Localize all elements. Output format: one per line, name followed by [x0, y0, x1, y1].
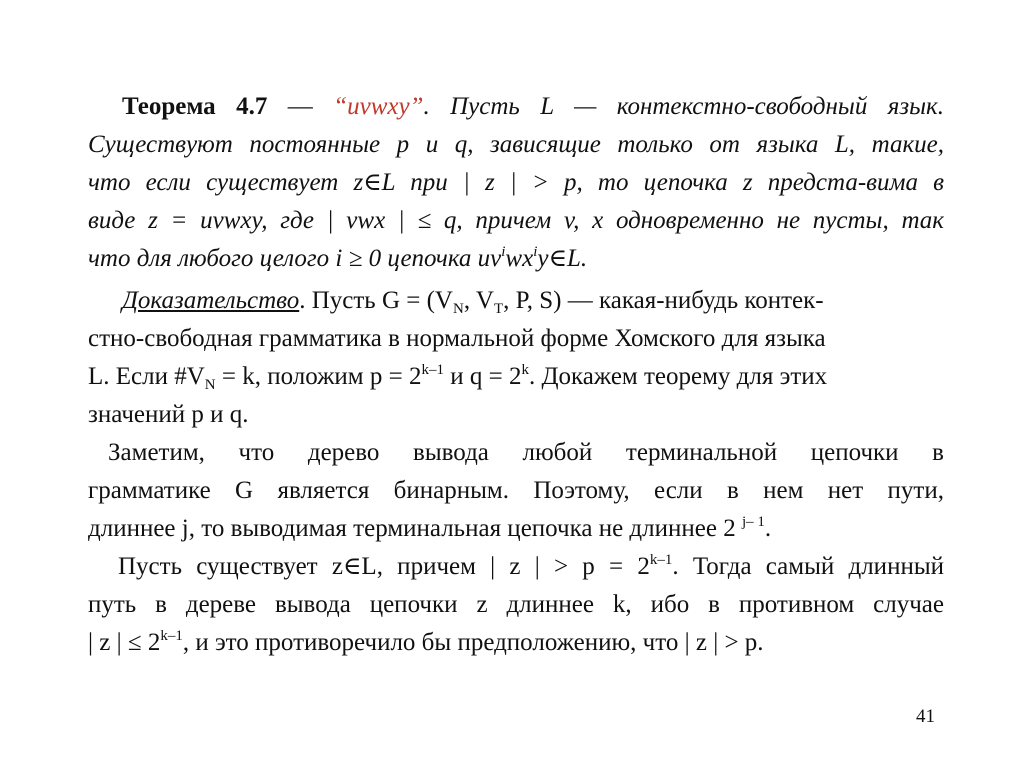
- superscript: i: [501, 244, 506, 260]
- superscript: k–1: [160, 628, 183, 644]
- para3-line-3-part: , и это противоречило бы предположению, что | z | > p.: [182, 629, 764, 656]
- para3-line-2: путь в дереве вывода цепочки z длиннее k, ибо в противном случае: [88, 591, 944, 618]
- theorem-line-5-part: wx: [505, 245, 534, 272]
- proof-line-1: [88, 282, 944, 320]
- para3-line-3: [88, 624, 944, 662]
- theorem-line-4: виде z = uvwxy, где | vwx | ≤ q, причем v, x одновременно не пусты, так: [88, 207, 944, 234]
- proof-line-3: [88, 358, 944, 396]
- proof-line-1-part: , P, S) — какая-нибудь контек-: [503, 287, 824, 314]
- theorem-dash: —: [287, 93, 313, 120]
- proof-line-1-part: , V: [463, 287, 494, 314]
- superscript: i: [533, 244, 538, 260]
- proof-line-2: стно-свободная грамматика в нормальной форме Хомского для языка: [88, 325, 826, 352]
- theorem-line-1: [88, 88, 944, 126]
- theorem-text: . Пусть L — контекстно-свободный язык.: [423, 93, 944, 120]
- proof-label: Доказательство: [122, 287, 300, 314]
- para3-line-1: [88, 548, 944, 586]
- proof-line-3-part: L. Если #V: [88, 363, 205, 390]
- superscript: j– 1: [741, 514, 765, 530]
- theorem-name: “uvwxy”: [333, 93, 424, 120]
- para2-line-3: [88, 510, 944, 548]
- theorem-line-5-part: y∈L.: [537, 245, 588, 272]
- subscript: T: [493, 301, 504, 317]
- theorem-line-2: Существуют постоянные p и q, зависящие только от языка L, такие,: [88, 131, 944, 158]
- slide-content: [88, 88, 944, 662]
- para2-line-3-part: длиннее j, то выводимая терминальная цепочка не длиннее 2: [88, 515, 742, 542]
- subscript: N: [204, 377, 216, 393]
- proof-line-3-part: и q = 2: [443, 363, 522, 390]
- para3-line-1-part: . Тогда самый длинный: [672, 553, 944, 580]
- subscript: N: [452, 301, 464, 317]
- para3-line-3-part: | z | ≤ 2: [88, 629, 161, 656]
- proof-line-3-part: = k, положим p = 2: [215, 363, 422, 390]
- theorem-line-5: [88, 240, 944, 278]
- theorem-line-3: что если существует z∈L при | z | > p, то цепочка z предста-вима в: [88, 169, 944, 196]
- page-number: 41: [916, 706, 935, 727]
- proof-line-4: значений p и q.: [88, 401, 249, 428]
- para2-line-1: Заметим, что дерево вывода любой терминальной цепочки в: [108, 439, 944, 466]
- para2-line-3-part: .: [764, 515, 772, 542]
- proof-line-1-part: . Пусть G = (V: [299, 287, 453, 314]
- superscript: k–1: [421, 362, 444, 378]
- proof-line-3-part: . Докажем теорему для этих: [528, 363, 828, 390]
- superscript: k: [521, 362, 529, 378]
- para2-line-2: грамматике G является бинарным. Поэтому, если в нем нет пути,: [88, 477, 944, 504]
- superscript: k–1: [649, 552, 673, 568]
- theorem-label: Теорема 4.7: [122, 93, 268, 120]
- theorem-line-5-part: что для любого целого i ≥ 0 цепочка uv: [88, 245, 502, 272]
- para3-line-1-part: Пусть существует z∈L, причем | z | > p = 2: [118, 553, 650, 580]
